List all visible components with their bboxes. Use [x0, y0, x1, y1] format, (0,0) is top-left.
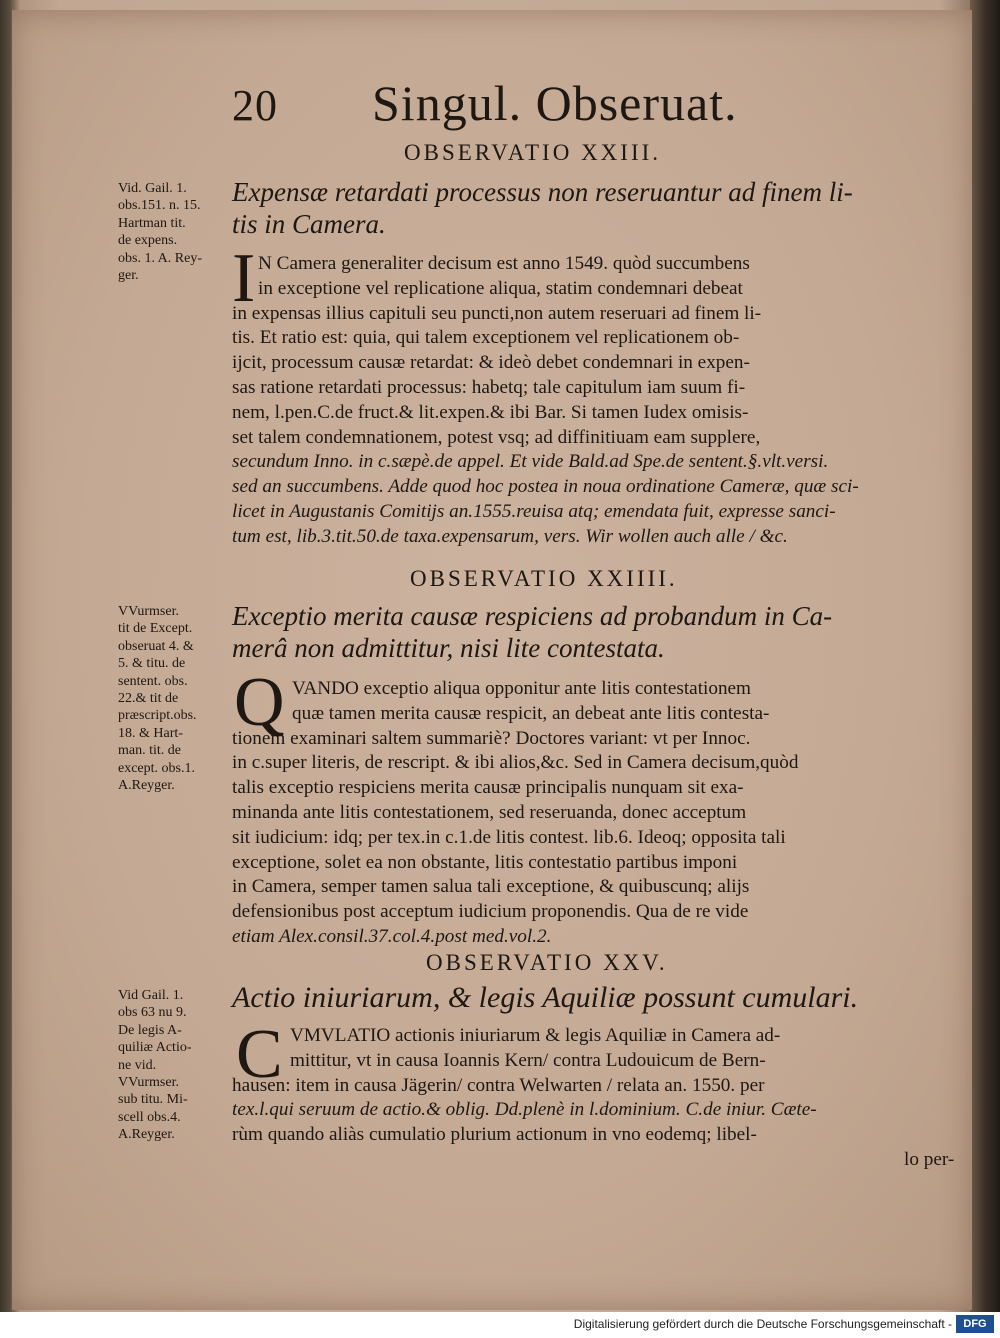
page-number: 20 — [232, 81, 278, 130]
marginal-line: obs. 1. A. Rey- — [118, 250, 202, 266]
body-line: sed an succumbens. Adde quod hoc postea in noua ordinatione Cameræ, quæ sci- — [232, 476, 859, 498]
marginal-line: 22.& tit de — [118, 691, 179, 707]
observation-body-23 — [232, 252, 952, 550]
marginal-line: Hartman tit. — [118, 215, 186, 231]
summary-line: merâ non admittitur, nisi lite contestata. — [232, 633, 665, 663]
marginal-line: ne vid. — [118, 1057, 157, 1073]
observation-body-25 — [232, 1016, 955, 1173]
marginal-line: obs 63 nu 9. — [118, 1005, 187, 1021]
marginal-line: A.Reyger. — [118, 1127, 175, 1143]
marginal-line: obs.151. n. 15. — [118, 198, 201, 214]
marginal-line: except. obs.1. — [118, 760, 195, 776]
observation-summary-24 — [232, 600, 952, 664]
marginal-line: A.Reyger. — [118, 778, 175, 794]
observation-heading-23: OBSERVATIO XXIII. — [404, 140, 662, 165]
body-line: tis. Et ratio est: quia, qui talem exceptionem vel replicationem ob- — [232, 327, 740, 349]
body-line: sas ratione retardati processus: habetq; tale capitulum iam suum fi- — [232, 376, 746, 398]
body-line: licet in Augustanis Comitijs an.1555.reuisa atq; emendata fuit, expresse sanci- — [232, 500, 836, 522]
body-line: lo per- — [904, 1148, 955, 1170]
body-line: VMVLATIO actionis iniuriarum & legis Aquiliæ in Camera ad- — [290, 1025, 781, 1046]
dfg-logo: DFG — [956, 1315, 994, 1333]
body-line: rùm quando aliàs cumulatio plurium actionum in vno eodemq; libel- — [232, 1124, 757, 1146]
marginal-line: de expens. — [118, 233, 178, 249]
observation-heading-24: OBSERVATIO XXIIII. — [410, 566, 678, 591]
body-line: in exceptione vel replicatione aliqua, statim condemnari debeat — [258, 277, 743, 299]
body-line: VANDO exceptio aliqua opponitur ante litis contestationem — [292, 678, 751, 699]
body-line: ijcit, processum causæ retardat: & ideò debet condemnari in expen- — [232, 352, 750, 374]
body-line: quæ tamen merita causæ respicit, an debeat ante litis contesta- — [292, 702, 770, 724]
marginal-line: quiliæ Actio- — [118, 1040, 192, 1056]
body-line: in expensas illius capituli seu puncti,non autem reseruari ad finem li- — [232, 302, 762, 324]
summary-line: Actio iniuriarum, & legis Aquiliæ possunt cumulari. — [232, 981, 859, 1014]
book-edge — [970, 0, 1000, 1312]
marginal-line: sentent. obs. — [118, 673, 188, 689]
funding-credit: Digitalisierung gefördert durch die Deutsche Forschungsgemeinschaft - — [573, 1317, 952, 1331]
observation-body-24 — [232, 677, 952, 950]
marginal-line: 18. & Hart- — [118, 725, 183, 741]
body-line: sit iudicium: idq; per tex.in c.1.de litis contest. lib.6. Ideoq; opposita tali — [232, 826, 786, 848]
marginal-line: VVurmser. — [118, 604, 179, 619]
marginal-line: scell obs.4. — [118, 1109, 181, 1125]
body-line: tum est, lib.3.tit.50.de taxa.expensarum, vers. Wir wollen auch alle / &c. — [232, 525, 788, 547]
observation-heading-25: OBSERVATIO XXV. — [426, 950, 668, 975]
body-line: N Camera generaliter decisum est anno 1549. quòd succumbens — [258, 253, 750, 274]
marginal-line: Vid. Gail. 1. — [118, 181, 187, 196]
marginal-line: man. tit. de — [118, 743, 181, 759]
body-line: hausen: item in causa Jägerin/ contra Welwarten / relata an. 1550. per — [232, 1074, 765, 1096]
body-line: secundum Inno. in c.sæpè.de appel. Et vide Bald.ad Spe.de sentent.§.vlt.versi. — [232, 451, 829, 473]
body-line: etiam Alex.consil.37.col.4.post med.vol.2. — [232, 925, 552, 947]
body-line: in c.super literis, de rescript. & ibi alios,&c. Sed in Camera decisum,quòd — [232, 752, 799, 774]
marginal-line: tit de Except. — [118, 621, 193, 637]
body-line: mittitur, vt in causa Ioannis Kern/ contra Ludouicum de Bern- — [290, 1049, 766, 1071]
marginal-note-23 — [118, 180, 236, 284]
marginal-line: sub titu. Mi- — [118, 1092, 188, 1108]
marginal-note-25 — [118, 987, 236, 1144]
observation-summary-23 — [232, 176, 952, 240]
body-line: tionem examinari saltem summariè? Doctores variant: vt per Innoc. — [232, 727, 751, 749]
drop-cap-initial: I — [232, 240, 256, 317]
marginal-line: ger. — [118, 268, 139, 284]
marginal-line: VVurmser. — [118, 1075, 179, 1091]
marginal-note-24 — [118, 603, 236, 794]
marginal-line: De legis A- — [118, 1022, 182, 1038]
marginal-line: obseruat 4. & — [118, 638, 194, 654]
drop-cap-initial: Q — [234, 664, 285, 741]
body-line: talis exceptio respiciens merita causæ principalis nunquam sit exa- — [232, 777, 744, 799]
body-line: minanda ante litis contestationem, sed reseruanda, donec acceptum — [232, 801, 747, 823]
summary-line: tis in Camera. — [232, 209, 386, 239]
body-line: nem, l.pen.C.de fruct.& lit.expen.& ibi Bar. Si tamen Iudex omisis- — [232, 401, 749, 423]
body-line: set talem condemnationem, potest vsq; ad diffinitiuam eam supplere, — [232, 426, 761, 448]
observation-summary-25 — [232, 982, 952, 1014]
marginal-line: 5. & titu. de — [118, 656, 186, 672]
marginal-line: præscript.obs. — [118, 708, 197, 724]
marginal-line: Vid Gail. 1. — [118, 988, 184, 1003]
body-line: tex.l.qui seruum de actio.& oblig. Dd.plenè in l.dominium. C.de iniur. Cæte- — [232, 1099, 817, 1121]
running-title: Singul. Obseruat. — [372, 75, 738, 131]
body-line: defensionibus post acceptum iudicium proponendis. Qua de re vide — [232, 901, 749, 923]
body-line: exceptione, solet ea non obstante, litis contestatio partibus imponi — [232, 851, 738, 873]
drop-cap-initial: C — [236, 1016, 283, 1093]
body-line: in Camera, semper tamen salua tali exceptione, & quibuscunq; alijs — [232, 876, 750, 898]
summary-line: Exceptio merita causæ respiciens ad probandum in Ca- — [232, 601, 833, 631]
summary-line: Expensæ retardati processus non reseruantur ad finem li- — [232, 177, 853, 207]
